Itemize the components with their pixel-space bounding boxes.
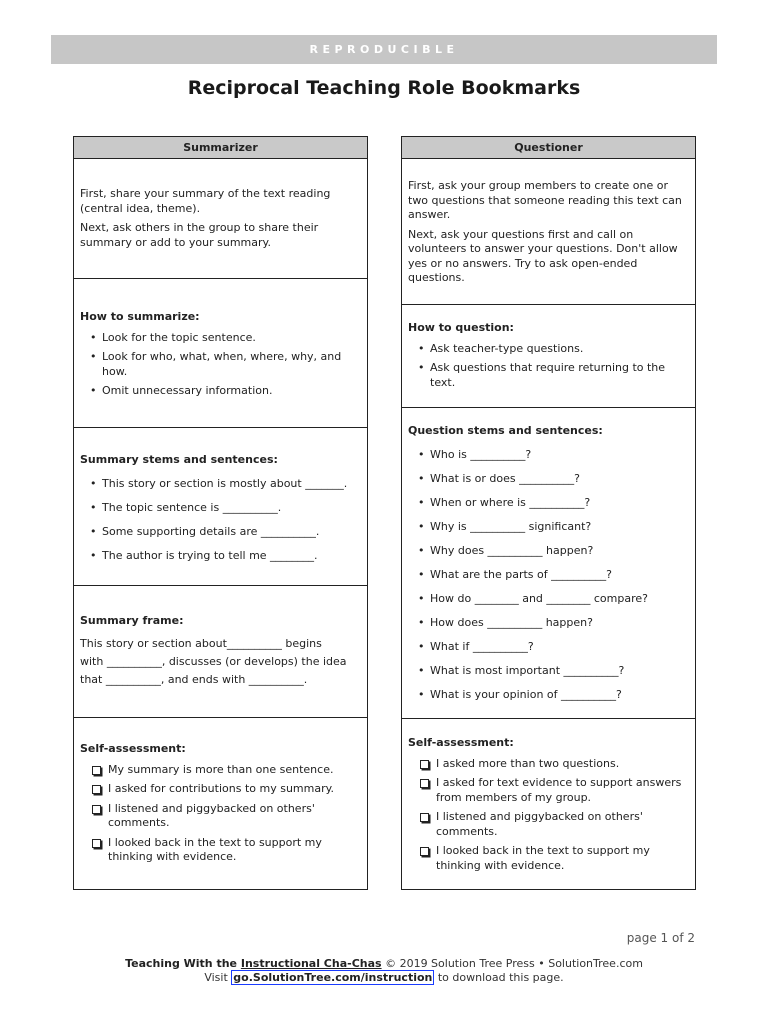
list-item: • Ask questions that require returning to the text. — [408, 361, 689, 390]
footer-visit — [0, 971, 768, 985]
list-item: • Omit unnecessary information. — [80, 384, 361, 399]
checklist-item — [408, 844, 689, 873]
checklist-label: I asked for contributions to my summary. — [108, 782, 335, 795]
checklist-item — [80, 763, 361, 778]
questioner-card — [401, 136, 696, 890]
list-item: • What are the parts of __________? — [408, 568, 689, 583]
checklist-label: I looked back in the text to support my thinking with evidence. — [436, 844, 650, 872]
checklist-item — [80, 802, 361, 831]
checklist-item — [80, 836, 361, 865]
list-item: • Ask teacher-type questions. — [408, 342, 689, 357]
summarizer-intro-2: Next, ask others in the group to share their summary or add to your summary. — [80, 221, 319, 249]
footer — [0, 957, 768, 985]
footer-credit — [0, 957, 768, 971]
questioner-self-heading: Self-assessment: — [408, 736, 514, 749]
checklist-label: I listened and piggybacked on others' comments. — [436, 810, 643, 838]
questioner-header: Questioner — [402, 137, 695, 159]
questioner-how — [402, 305, 695, 408]
summarizer-stems — [74, 428, 367, 586]
summarizer-how-heading: How to summarize: — [80, 310, 200, 323]
reproducible-banner: REPRODUCIBLE — [51, 35, 717, 64]
summarizer-stems-heading: Summary stems and sentences: — [80, 453, 278, 466]
summarizer-header: Summarizer — [74, 137, 367, 159]
list-item: • Why is __________ significant? — [408, 520, 689, 535]
summarizer-intro-1: First, share your summary of the text reading (central idea, theme). — [80, 187, 331, 215]
questioner-intro-2: Next, ask your questions first and call on volunteers to answer your questions. Don't allow yes or no answers. Try to ask open-ended questions. — [408, 227, 678, 284]
questioner-how-heading: How to question: — [408, 321, 514, 334]
checklist-label: My summary is more than one sentence. — [108, 762, 334, 776]
frame-line: with __________, discusses (or develops) the idea — [80, 654, 347, 668]
list-item: • Who is __________? — [408, 448, 689, 463]
questioner-intro-1: First, ask your group members to create one or two questions that someone reading this text can answer. — [408, 179, 682, 221]
checkbox-icon[interactable] — [420, 813, 429, 822]
page-title: Reciprocal Teaching Role Bookmarks — [187, 77, 581, 99]
summarizer-card — [73, 136, 368, 890]
questioner-intro — [402, 158, 695, 305]
checklist-label: I looked back in the text to support my thinking with evidence. — [108, 835, 322, 863]
checkbox-icon[interactable] — [420, 847, 429, 856]
list-item: • What if __________? — [408, 640, 689, 655]
checkbox-icon[interactable] — [92, 766, 101, 775]
frame-line: that __________, and ends with __________. — [80, 672, 308, 686]
footer-book-prefix: Teaching With the — [125, 957, 241, 970]
list-item: • How does __________ happen? — [408, 616, 689, 631]
checkbox-icon[interactable] — [92, 805, 101, 814]
list-item: • Look for who, what, when, where, why, and how. — [80, 350, 361, 379]
summarizer-self-assessment — [74, 718, 367, 890]
checklist-label: I asked more than two questions. — [436, 756, 620, 770]
list-item: • Look for the topic sentence. — [80, 331, 361, 346]
footer-suffix: to download this page. — [434, 971, 564, 984]
checklist-item — [80, 782, 361, 797]
checklist-item — [408, 776, 689, 805]
list-item: • The topic sentence is __________. — [80, 501, 361, 516]
list-item: • When or where is __________? — [408, 496, 689, 511]
footer-copyright: © 2019 Solution Tree Press • SolutionTree.com — [381, 957, 643, 970]
summarizer-frame — [74, 586, 367, 718]
summarizer-intro — [74, 158, 367, 279]
checkbox-icon[interactable] — [420, 760, 429, 769]
list-item: • Why does __________ happen? — [408, 544, 689, 559]
list-item: • Some supporting details are __________. — [80, 525, 361, 540]
list-item: • How do ________ and ________ compare? — [408, 592, 689, 607]
checklist-item — [408, 757, 689, 772]
summarizer-self-heading: Self-assessment: — [80, 742, 186, 755]
checkbox-icon[interactable] — [92, 839, 101, 848]
list-item: • What is most important __________? — [408, 664, 689, 679]
list-item: • This story or section is mostly about _______. — [80, 477, 361, 492]
questioner-self-assessment — [402, 719, 695, 890]
checklist-item — [408, 810, 689, 839]
questioner-stems-heading: Question stems and sentences: — [408, 424, 603, 437]
checkbox-icon[interactable] — [420, 779, 429, 788]
download-link[interactable]: go.SolutionTree.com/instruction — [233, 971, 433, 984]
footer-book-link[interactable]: Instructional Cha-Chas — [240, 957, 382, 970]
list-item: • The author is trying to tell me ________. — [80, 549, 361, 564]
page-number: page 1 of 2 — [626, 931, 695, 945]
list-item: • What is or does __________? — [408, 472, 689, 487]
summarizer-how — [74, 279, 367, 428]
checkbox-icon[interactable] — [92, 785, 101, 794]
checklist-label: I asked for text evidence to support answers from members of my group. — [436, 776, 682, 804]
footer-visit-label: Visit — [204, 971, 232, 984]
frame-line: This story or section about__________ begins — [80, 636, 322, 650]
list-item: • What is your opinion of __________? — [408, 688, 689, 703]
summarizer-frame-heading: Summary frame: — [80, 614, 184, 627]
checklist-label: I listened and piggybacked on others' comments. — [108, 801, 315, 829]
questioner-stems — [402, 408, 695, 719]
